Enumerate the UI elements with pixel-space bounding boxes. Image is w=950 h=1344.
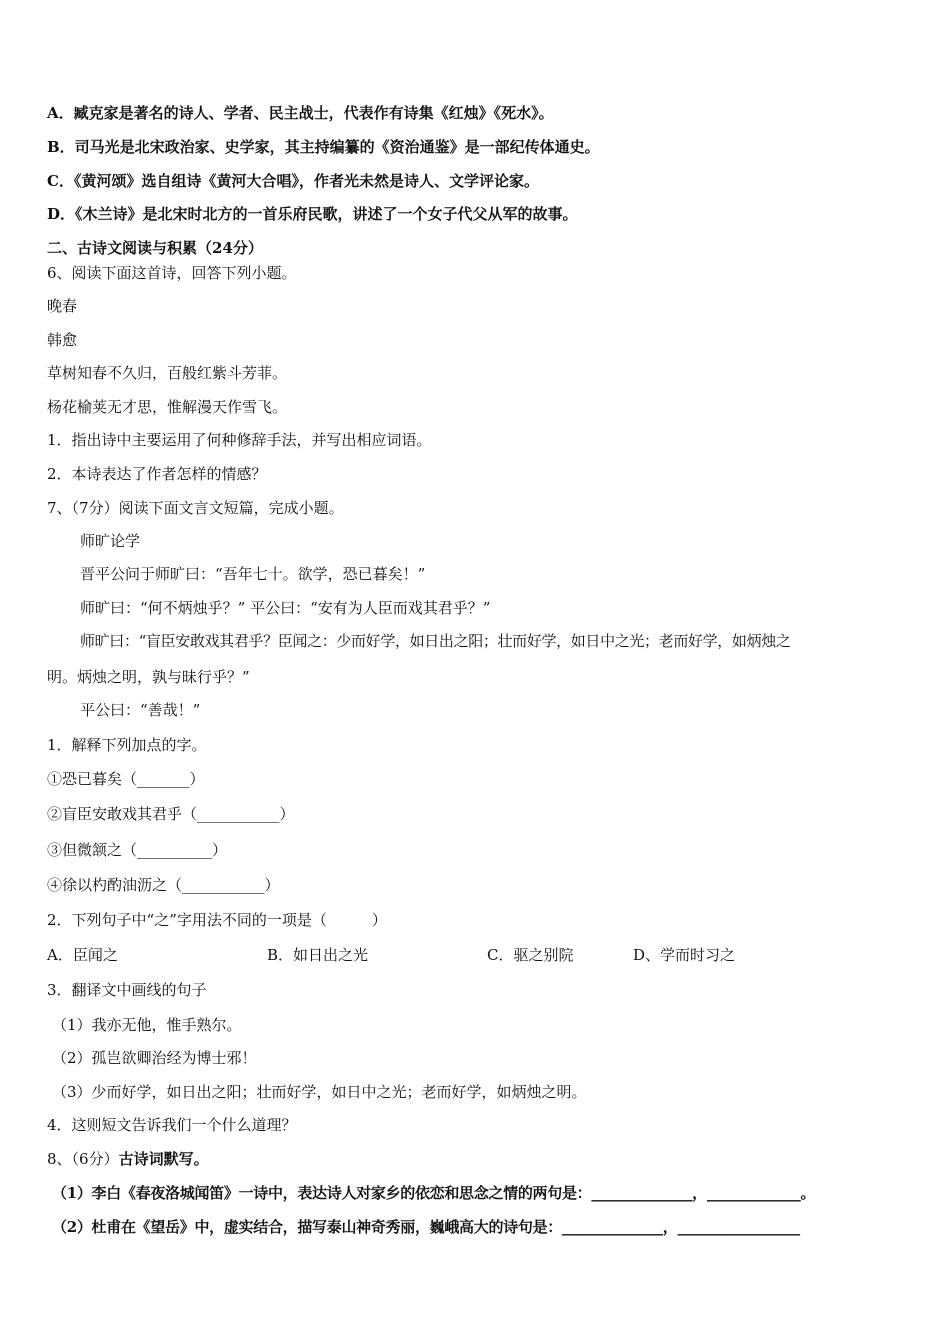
q7-prompt: 7、（7分）阅读下面文言文短篇，完成小题。 bbox=[47, 499, 344, 517]
q7-sub3-item: （3）少而好学，如日出之阳；壮而好学，如日中之光；老而好学，如炳烛之明。 bbox=[52, 1083, 587, 1101]
q7-sub4: 4．这则短文告诉我们一个什么道理？ bbox=[47, 1116, 297, 1134]
q7-sub2-option-c: C．驱之别院 bbox=[487, 946, 574, 964]
q7-sub1-item: ③但微颔之（__________） bbox=[47, 841, 228, 859]
poem-title: 晚春 bbox=[47, 297, 78, 315]
poem-line: 杨花榆荚无才思，惟解漫天作雪飞。 bbox=[47, 398, 288, 416]
poem-author: 韩愈 bbox=[47, 331, 78, 349]
q8-item: （2）杜甫在《望岳》中，虚实结合，描写泰山神奇秀丽，巍峨高大的诗句是：______________，_________________ bbox=[52, 1218, 800, 1236]
q7-sub2-option-a: A．臣闻之 bbox=[47, 946, 118, 964]
option-b: B．司马光是北宋政治家、史学家，其主持编纂的《资治通鉴》是一部纪传体通史。 bbox=[47, 138, 600, 156]
q7-sub1: 1．解释下列加点的字。 bbox=[47, 736, 207, 754]
q7-sub2-option-b: B．如日出之光 bbox=[267, 946, 369, 964]
section-heading: 二、古诗文阅读与积累（24分） bbox=[47, 239, 263, 257]
q7-sub1-item: ②盲臣安敢戏其君乎（___________） bbox=[47, 805, 295, 823]
q7-sub3-item: （2）孤岂欲卿治经为博士邪！ bbox=[52, 1049, 257, 1067]
passage-line: 明。炳烛之明，孰与昧行乎？” bbox=[47, 668, 250, 686]
q7-sub2-option-d: D、学而时习之 bbox=[633, 946, 736, 964]
q7-sub1-item: ①恐已暮矣（_______） bbox=[47, 770, 205, 788]
q7-sub3-item: （1）我亦无他，惟手熟尔。 bbox=[52, 1016, 242, 1034]
q7-sub3: 3．翻译文中画线的句子 bbox=[47, 981, 207, 999]
passage-line: 师旷曰：“盲臣安敢戏其君乎？臣闻之：少而好学，如日出之阳；壮而好学，如日中之光；老而好学，如炳烛之 bbox=[80, 632, 791, 650]
q6-question: 1．指出诗中主要运用了何种修辞手法，并写出相应词语。 bbox=[47, 431, 432, 449]
passage-title: 师旷论学 bbox=[80, 532, 141, 550]
passage-line: 平公曰：“善哉！” bbox=[80, 701, 201, 719]
q8-item: （1）李白《春夜洛城闻笛》一诗中，表达诗人对家乡的依恋和思念之情的两句是：______________，_____________。 bbox=[52, 1184, 816, 1202]
passage-line: 师旷曰：“何不炳烛乎？” 平公曰：“安有为人臣而戏其君乎？” bbox=[80, 599, 491, 617]
q8-prefix: 8、（6分） bbox=[47, 1150, 119, 1168]
q7-sub2: 2．下列句子中“之”字用法不同的一项是（ ） bbox=[47, 911, 387, 929]
q6-prompt: 6、阅读下面这首诗，回答下列小题。 bbox=[47, 264, 297, 282]
option-d: D．《木兰诗》是北宋时北方的一首乐府民歌，讲述了一个女子代父从军的故事。 bbox=[47, 205, 578, 223]
q8-prompt bbox=[47, 1149, 209, 1169]
q7-sub1-item: ④徐以杓酌油沥之（___________） bbox=[47, 876, 280, 894]
q8-title: 古诗词默写。 bbox=[118, 1150, 209, 1168]
option-c: C．《黄河颂》选自组诗《黄河大合唱》，作者光未然是诗人、文学评论家。 bbox=[47, 172, 539, 190]
option-a: A．臧克家是著名的诗人、学者、民主战士，代表作有诗集《红烛》《死水》。 bbox=[47, 104, 554, 122]
passage-line: 晋平公问于师旷曰：“吾年七十。欲学，恐已暮矣！” bbox=[80, 565, 426, 583]
q6-question: 2．本诗表达了作者怎样的情感？ bbox=[47, 465, 267, 483]
poem-line: 草树知春不久归，百般红紫斗芳菲。 bbox=[47, 364, 288, 382]
